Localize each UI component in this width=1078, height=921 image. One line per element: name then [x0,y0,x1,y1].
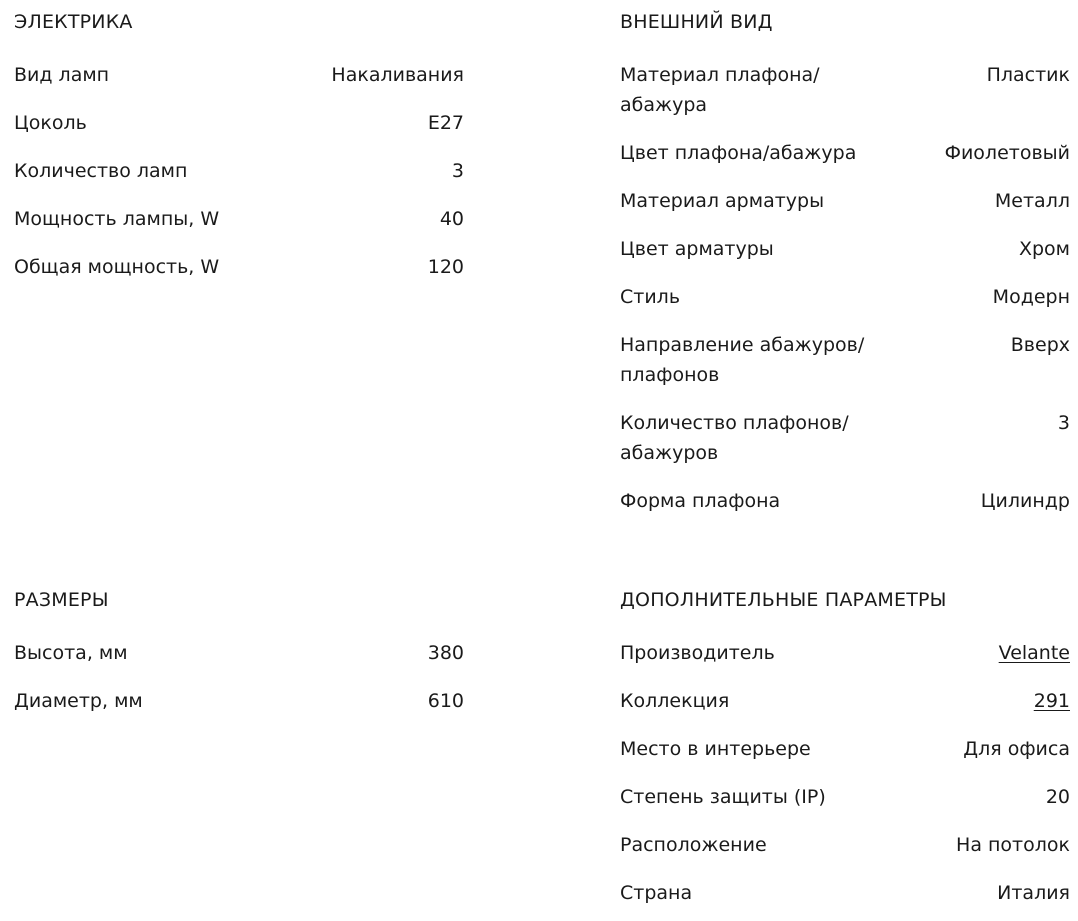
appearance-section [620,8,1070,516]
spec-row-shade-direction [620,330,1070,390]
spec-row-placement [620,830,1070,860]
spec-row-manufacturer [620,638,1070,668]
spec-label: Стиль [620,286,681,308]
spec-value: Фиолетовый [944,142,1070,164]
spec-label: Место в интерьере [620,738,811,760]
extra-params-section [620,586,1070,908]
spec-row-height [14,638,464,668]
spec-row-ip-rating [620,782,1070,812]
spec-label: Материал плафона/абажура [620,64,820,116]
spec-list [14,638,464,716]
spec-value: 610 [427,690,464,712]
spec-label: Вид ламп [14,64,110,86]
spec-label: Цоколь [14,112,87,134]
spec-row-diameter [14,686,464,716]
spec-row-frame-material [620,186,1070,216]
dimensions-section [14,586,464,716]
spec-label: Расположение [620,834,767,856]
electrics-section [14,8,464,282]
spec-value: Пластик [986,64,1070,86]
spec-label: Направление абажуров/ плафонов [620,334,865,386]
spec-row-interior-place [620,734,1070,764]
spec-list [620,60,1070,516]
manufacturer-link[interactable]: Velante [998,642,1070,664]
spec-label: Коллекция [620,690,730,712]
spec-label: Степень защиты (IP) [620,786,826,808]
spec-value: Накаливания [331,64,464,86]
spec-row-total-power [14,252,464,282]
spec-label: Диаметр, мм [14,690,143,712]
spec-label: Форма плафона [620,490,781,512]
spec-row-shade-count [620,408,1070,468]
spec-label: Страна [620,882,693,904]
spec-row-frame-color [620,234,1070,264]
spec-label: Количество ламп [14,160,188,182]
spec-row-lamp-type [14,60,464,90]
spec-label: Количество плафонов/ абажуров [620,412,849,464]
spec-label: Производитель [620,642,775,664]
spec-row-lamp-count [14,156,464,186]
section-title: ВНЕШНИЙ ВИД [620,11,773,33]
spec-value: 40 [439,208,464,230]
spec-value: 3 [451,160,464,182]
spec-label: Общая мощность, W [14,256,220,278]
spec-row-style [620,282,1070,312]
spec-label: Цвет арматуры [620,238,774,260]
spec-list [14,60,464,282]
spec-value: 20 [1045,786,1070,808]
section-title: ДОПОЛНИТЕЛЬНЫЕ ПАРАМЕТРЫ [620,589,947,611]
spec-row-shade-shape [620,486,1070,516]
spec-list [620,638,1070,908]
spec-row-socket [14,108,464,138]
section-title: РАЗМЕРЫ [14,589,109,611]
spec-label: Высота, мм [14,642,128,664]
spec-value: Хром [1018,238,1070,260]
spec-label: Мощность лампы, W [14,208,220,230]
spec-label: Материал арматуры [620,190,825,212]
section-title: ЭЛЕКТРИКА [14,11,133,33]
spec-value: E27 [427,112,464,134]
spec-row-shade-color [620,138,1070,168]
spec-value: Для офиса [963,738,1070,760]
spec-row-lamp-power [14,204,464,234]
spec-row-collection [620,686,1070,716]
spec-value: Металл [994,190,1070,212]
spec-value: Модерн [992,286,1070,308]
spec-row-shade-material [620,60,1070,120]
spec-value: Вверх [1010,334,1070,356]
collection-link[interactable]: 291 [1033,690,1070,712]
spec-label: Цвет плафона/абажура [620,142,857,164]
spec-value: Италия [997,882,1070,904]
spec-value: 120 [427,256,464,278]
spec-row-country [620,878,1070,908]
spec-value: На потолок [956,834,1070,856]
spec-value: 3 [1057,412,1070,434]
spec-value: 380 [427,642,464,664]
spec-value: Цилиндр [980,490,1070,512]
